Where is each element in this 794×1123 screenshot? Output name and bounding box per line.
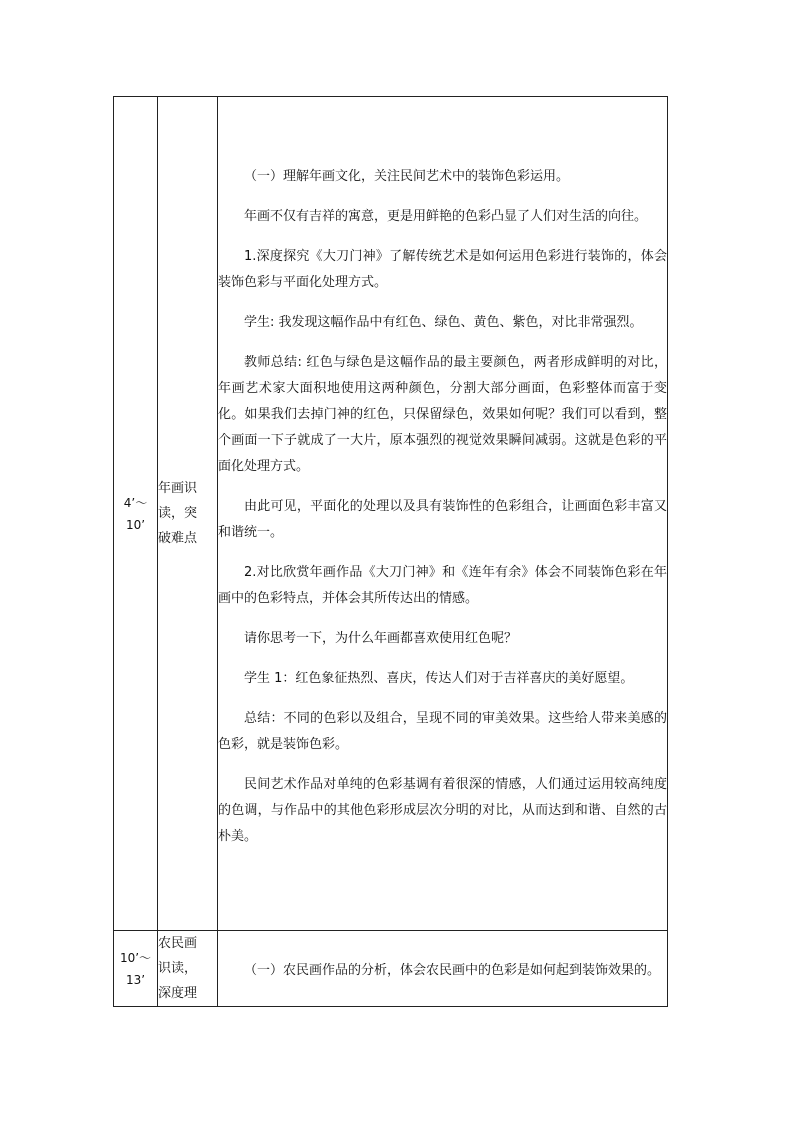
paragraph: （一）理解年画文化，关注民间艺术中的装饰色彩运用。 (244, 168, 570, 184)
time-cell (114, 97, 158, 931)
paragraph: 1.深度探究《大刀门神》了解传统艺术是如何运用色彩进行装饰的，体会装饰色彩与平面化处理方式。 (218, 248, 667, 290)
step-text: 破难点 (158, 531, 198, 546)
step-text: 年画识 (158, 481, 198, 496)
content-cell (218, 97, 668, 931)
time-text: 10’～ (119, 950, 152, 965)
time-cell (114, 931, 158, 1007)
time-text: 10’ (125, 517, 146, 532)
lesson-plan-table (113, 96, 668, 1007)
paragraph: 学生: 我发现这幅作品中有红色、绿色、黄色、紫色，对比非常强烈。 (244, 314, 643, 330)
step-text: 农民画 (158, 936, 198, 951)
teaching-step-cell (158, 97, 218, 931)
paragraph: 教师总结: 红色与绿色是这幅作品的最主要颜色，两者形成鲜明的对比，年画艺术家大面积地使用这两种颜色，分割大部分画面，色彩整体而富于变化。如果我们去掉门神的红色，只保留绿色，效果如何呢？我们可以看到，整个画面一下子就成了一大片，原本强烈的视觉效果瞬间减弱。这就是色彩的平面化处理方式。 (218, 354, 667, 474)
paragraph: 由此可见，平面化的处理以及具有装饰性的色彩组合，让画面色彩丰富又和谐统一。 (218, 498, 667, 540)
paragraph: 总结：不同的色彩以及组合，呈现不同的审美效果。这些给人带来美感的色彩，就是装饰色彩。 (218, 710, 667, 752)
paragraph: 请你思考一下，为什么年画都喜欢使用红色呢？ (244, 630, 518, 646)
table-row (114, 931, 668, 1007)
time-text: 13’ (125, 972, 146, 987)
step-text: 读，突 (158, 506, 198, 521)
paragraph: 2.对比欣赏年画作品《大刀门神》和《连年有余》体会不同装饰色彩在年画中的色彩特点，并体会其所传达出的情感。 (218, 564, 667, 606)
teaching-step-cell (158, 931, 218, 1007)
paragraph: 年画不仅有吉祥的寓意，更是用鲜艳的色彩凸显了人们对生活的向往。 (244, 208, 648, 224)
table-row (114, 97, 668, 931)
paragraph: 学生 1：红色象征热烈、喜庆，传达人们对于吉祥喜庆的美好愿望。 (244, 670, 634, 686)
paragraph: 民间艺术作品对单纯的色彩基调有着很深的情感，人们通过运用较高纯度的色调，与作品中的其他色彩形成层次分明的对比，从而达到和谐、自然的古朴美。 (218, 776, 667, 844)
step-text: 深度理 (158, 986, 198, 1001)
content-cell (218, 931, 668, 1007)
paragraph: （一）农民画作品的分析，体会农民画中的色彩是如何起到装饰效果的。 (244, 962, 661, 978)
step-text: 识读， (158, 961, 198, 976)
time-text: 4’～ (123, 495, 148, 510)
